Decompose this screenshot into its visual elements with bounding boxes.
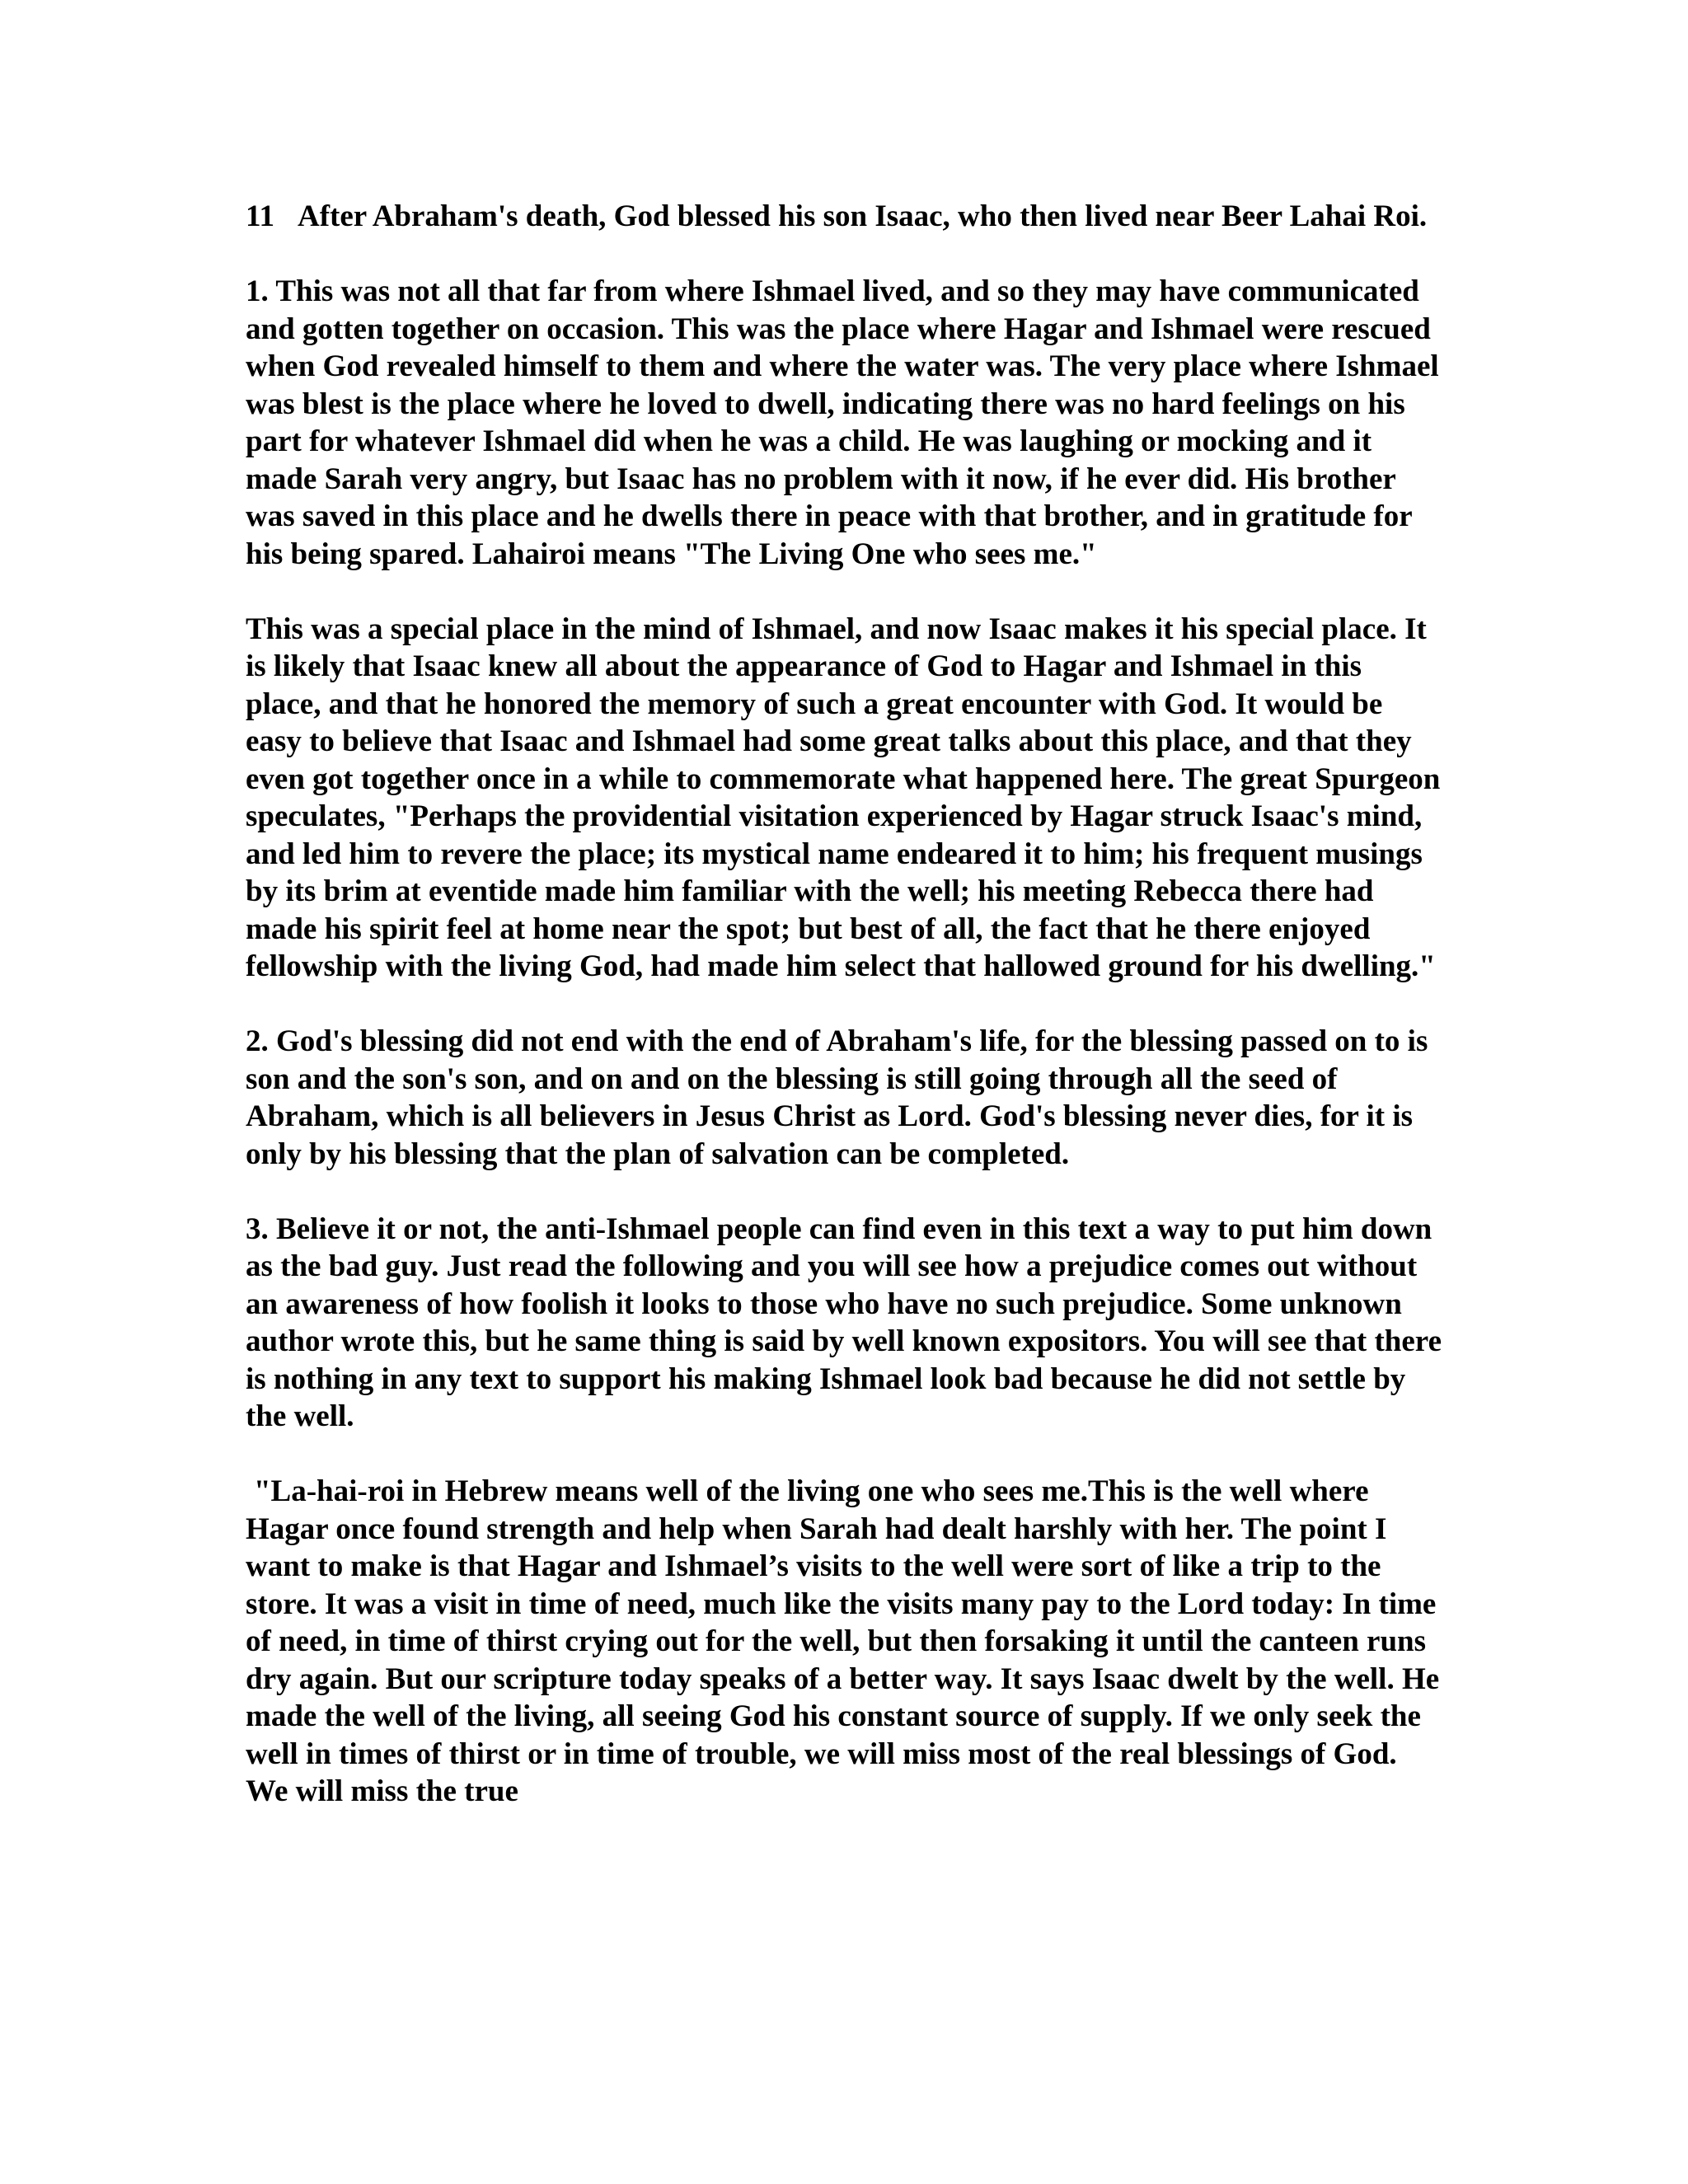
section-heading xyxy=(246,198,1442,236)
document-page xyxy=(246,198,1442,1811)
section-heading-text: After Abraham's death, God blessed his son Isaac, who then lived near Beer Lahai Roi. xyxy=(297,199,1428,233)
section-number: 11 xyxy=(246,199,274,233)
paragraph-3: 2. God's blessing did not end with the end of Abraham's life, for the blessing passed on to is son and the son's son, and on and on the blessing is still going through all the seed of Abraham, which is all believers in Jesus Christ as Lord. God's blessing never dies, for it is only by his blessing that the plan of salvation can be completed. xyxy=(246,1024,1428,1171)
paragraph-1: 1. This was not all that far from where Ishmael lived, and so they may have communicated and gotten together on occasion. This was the place where Hagar and Ishmael were rescued when God revealed himself to them and where the water was. The very place where Ishmael was blest is the place where he loved to dwell, indicating there was no hard feelings on his part for whatever Ishmael did when he was a child. He was laughing or mocking and it made Sarah very angry, but Isaac has no problem with it now, if he ever did. His brother was saved in this place and he dwells there in peace with that brother, and in gratitude for his being spared. Lahairoi means "The Living One who sees me." xyxy=(246,274,1439,571)
quoted-paragraph: "La-hai-roi in Hebrew means well of the living one who sees me.This is the well where Hagar once found strength and help when Sarah had dealt harshly with her. The point I want to make is that Hagar and Ishmael’s visits to the well were sort of like a trip to the store. It was a visit in time of need, much like the visits many pay to the Lord today: In time of need, in time of thirst crying out for the well, but then forsaking it until the canteen runs dry again. But our scripture today speaks of a better way. It says Isaac dwelt by the well. He made the well of the living, all seeing God his constant source of supply. If we only seek the well in times of thirst or in time of trouble, we will miss most of the real blessings of God. We will miss the true xyxy=(246,1474,1440,1808)
paragraph-4: 3. Believe it or not, the anti-Ishmael people can find even in this text a way to put him down as the bad guy. Just read the following and you will see how a prejudice comes out without an awareness of how foolish it looks to those who have no such prejudice. Some unknown author wrote this, but he same thing is said by well known expositors. You will see that there is nothing in any text to support his making Ishmael look bad because he did not settle by the well. xyxy=(246,1212,1442,1433)
paragraph-2: This was a special place in the mind of Ishmael, and now Isaac makes it his special place. It is likely that Isaac knew all about the appearance of God to Hagar and Ishmael in this place, and that he honored the memory of such a great encounter with God. It would be easy to believe that Isaac and Ishmael had some great talks about this place, and that they even got together once in a while to commemorate what happened here. The great Spurgeon speculates, "Perhaps the providential visitation experienced by Hagar struck Isaac's mind, and led him to revere the place; its mystical name endeared it to him; his frequent musings by its brim at eventide made him familiar with the well; his meeting Rebecca there had made his spirit feel at home near the spot; but best of all, the fact that he there enjoyed fellowship with the living God, had made him select that hallowed ground for his dwelling." xyxy=(246,612,1441,983)
